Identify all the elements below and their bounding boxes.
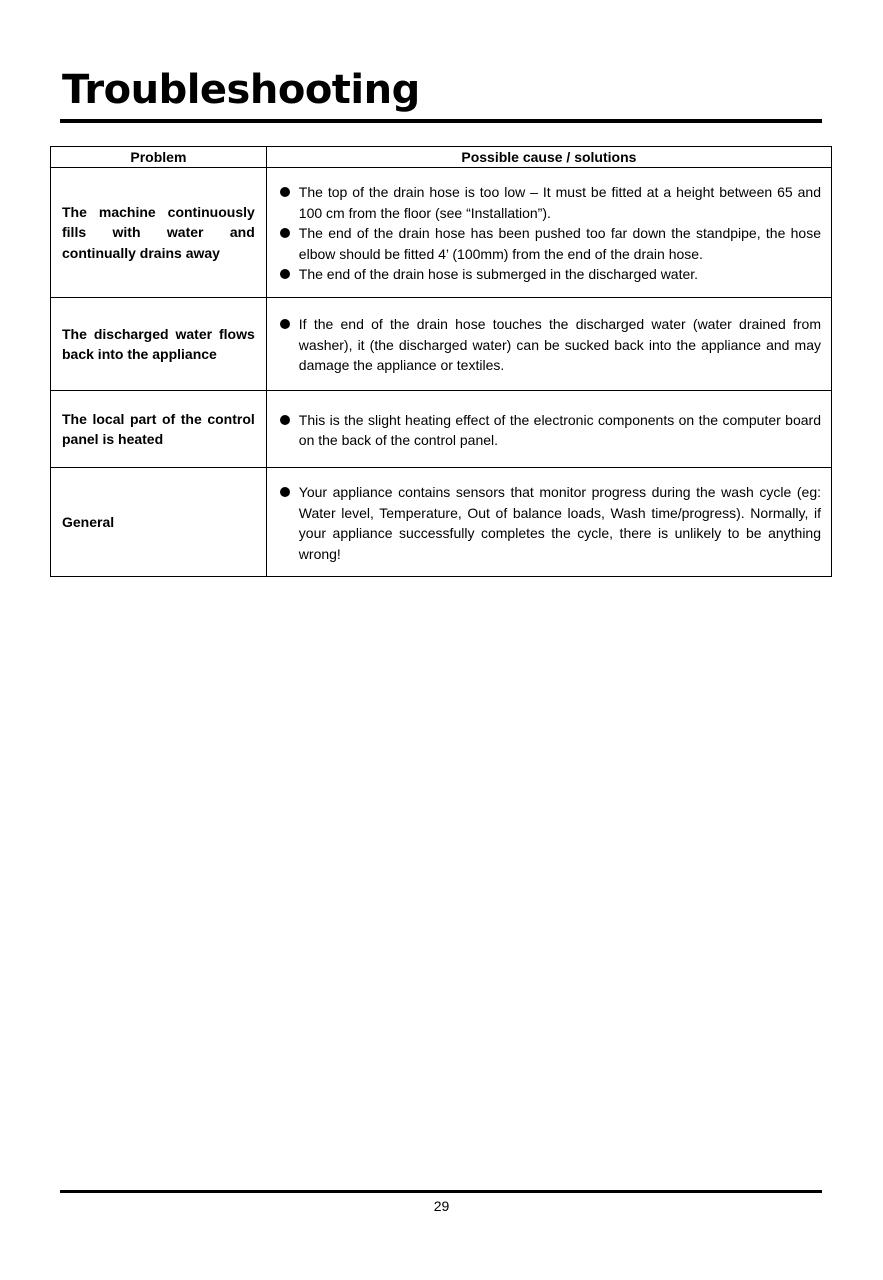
cause-text: If the end of the drain hose touches the discharged water (water drained from washer), it (the discharged water) can be sucked back into the appliance and may damage the appliance or textiles. <box>298 316 821 374</box>
list-item <box>279 223 821 264</box>
bullet-icon <box>280 319 290 329</box>
problem-cell: General <box>51 468 267 577</box>
cause-list <box>279 410 821 451</box>
list-item <box>279 314 821 376</box>
bullet-icon <box>280 269 290 279</box>
cause-list <box>279 482 821 564</box>
bullet-icon <box>280 187 290 197</box>
problem-cell: The local part of the control panel is heated <box>51 391 267 468</box>
bullet-icon <box>280 228 290 238</box>
table-row <box>51 391 832 468</box>
table-row <box>51 468 832 577</box>
solution-cell <box>266 168 831 298</box>
bullet-icon <box>280 415 290 425</box>
solution-cell <box>266 391 831 468</box>
list-item <box>279 182 821 223</box>
cause-text: The end of the drain hose is submerged in the discharged water. <box>298 266 699 283</box>
solution-cell <box>266 468 831 577</box>
list-item <box>279 264 821 285</box>
cause-text: This is the slight heating effect of the electronic components on the computer board on the back of the control panel. <box>298 411 821 448</box>
page-title: Troubleshooting <box>62 67 420 113</box>
solution-cell <box>266 298 831 391</box>
table-row <box>51 298 832 391</box>
cause-text: The top of the drain hose is too low – It must be fitted at a height between 65 and 100 cm from the floor (see “Installation”). <box>298 184 821 221</box>
footer-divider <box>60 1190 822 1193</box>
problem-cell: The machine continuously fills with water and continually drains away <box>51 168 267 298</box>
troubleshooting-table <box>50 146 832 577</box>
cause-list <box>279 182 821 285</box>
cause-list <box>279 314 821 376</box>
bullet-icon <box>280 487 290 497</box>
table-row <box>51 168 832 298</box>
list-item <box>279 410 821 451</box>
cause-text: Your appliance contains sensors that monitor progress during the wash cycle (eg: Water level, Temperature, Out of balance loads, Wash time/progress). Normally, if your appliance successfully completes the cycle, there is unlikely to be anything wrong! <box>298 484 821 562</box>
column-header-solutions: Possible cause / solutions <box>266 147 831 168</box>
table-header-row <box>51 147 832 168</box>
problem-cell: The discharged water flows back into the appliance <box>51 298 267 391</box>
column-header-problem: Problem <box>51 147 267 168</box>
list-item <box>279 482 821 564</box>
title-divider <box>60 119 822 123</box>
page-number: 29 <box>433 1198 450 1214</box>
cause-text: The end of the drain hose has been pushed too far down the standpipe, the hose elbow should be fitted 4’ (100mm) from the end of the drain hose. <box>298 225 821 262</box>
